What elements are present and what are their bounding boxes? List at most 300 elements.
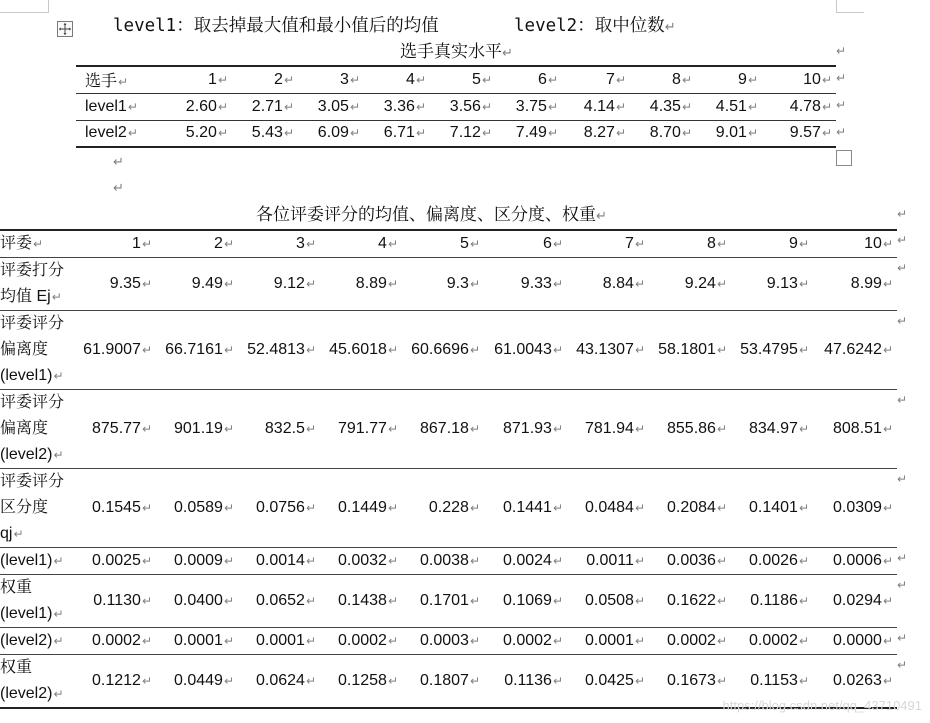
value-cell: 0.0624↵ <box>238 655 320 709</box>
cell-end-mark-icon: ↵ <box>882 554 893 568</box>
value-cell: 0.0003↵ <box>402 628 484 655</box>
cell-end-mark-icon: ↵ <box>469 554 480 568</box>
row-label-line: 偏离度 <box>0 420 49 437</box>
table-row <box>0 258 897 311</box>
header-cell: 9↵ <box>696 66 762 93</box>
row-end-mark-icon: ↵ <box>897 472 908 486</box>
cell-end-mark-icon: ↵ <box>387 237 398 251</box>
cell-end-mark-icon: ↵ <box>223 277 234 291</box>
value-cell: 0.0001↵ <box>238 628 320 655</box>
value-cell: 867.18↵ <box>402 390 484 469</box>
row-label-cell <box>0 258 74 311</box>
value-cell: 7.49↵ <box>496 120 562 147</box>
cell-end-mark-icon: ↵ <box>283 72 294 87</box>
header-cell: 4↵ <box>364 66 430 93</box>
cell-end-mark-icon: ↵ <box>469 674 480 688</box>
table-header-row <box>76 66 836 93</box>
cell-end-mark-icon: ↵ <box>33 237 44 251</box>
row-end-mark-icon: ↵ <box>897 261 908 275</box>
row-label-cell <box>0 655 74 709</box>
page-corner-marker <box>836 0 864 13</box>
value-cell: 8.89↵ <box>320 258 402 311</box>
row-end-mark-icon: ↵ <box>836 71 847 85</box>
cell-end-mark-icon: ↵ <box>223 237 234 251</box>
table-row <box>76 93 836 120</box>
cell-end-mark-icon: ↵ <box>716 674 727 688</box>
value-cell: 0.1130↵ <box>74 575 156 628</box>
cell-end-mark-icon: ↵ <box>615 99 626 114</box>
cell-end-mark-icon: ↵ <box>53 687 64 701</box>
cell-end-mark-icon: ↵ <box>223 674 234 688</box>
cell-end-mark-icon: ↵ <box>882 634 893 648</box>
cell-end-mark-icon: ↵ <box>51 290 62 304</box>
header-cell: 5↵ <box>430 66 496 93</box>
cell-end-mark-icon: ↵ <box>387 594 398 608</box>
cell-end-mark-icon: ↵ <box>821 99 832 114</box>
value-cell: 9.12↵ <box>238 258 320 311</box>
value-cell: 61.9007↵ <box>74 311 156 390</box>
value-cell: 0.0025↵ <box>74 548 156 575</box>
value-cell: 3.56↵ <box>430 93 496 120</box>
value-cell: 0.0002↵ <box>484 628 567 655</box>
cell-end-mark-icon: ↵ <box>716 237 727 251</box>
paragraph-mark-icon: ↵ <box>502 45 513 60</box>
value-cell: 0.0001↵ <box>156 628 238 655</box>
cell-end-mark-icon: ↵ <box>305 674 316 688</box>
cell-end-mark-icon: ↵ <box>305 554 316 568</box>
value-cell: 4.78↵ <box>762 93 836 120</box>
value-cell: 0.0508↵ <box>567 575 649 628</box>
header-cell: 9↵ <box>731 230 813 258</box>
cell-end-mark-icon: ↵ <box>387 674 398 688</box>
table-resize-handle[interactable] <box>836 150 852 166</box>
cell-end-mark-icon: ↵ <box>552 277 563 291</box>
cell-end-mark-icon: ↵ <box>469 594 480 608</box>
cell-end-mark-icon: ↵ <box>305 277 316 291</box>
cell-end-mark-icon: ↵ <box>305 422 316 436</box>
cell-end-mark-icon: ↵ <box>141 634 152 648</box>
cell-end-mark-icon: ↵ <box>552 422 563 436</box>
value-cell: 0.0000↵ <box>813 628 897 655</box>
value-cell: 8.84↵ <box>567 258 649 311</box>
paragraph-mark-icon: ↵ <box>113 180 124 195</box>
cell-end-mark-icon: ↵ <box>882 237 893 251</box>
row-label-line: 偏离度 <box>0 341 49 358</box>
value-cell: 9.3↵ <box>402 258 484 311</box>
value-cell: 0.2084↵ <box>649 469 731 548</box>
table-move-handle-icon[interactable] <box>57 21 73 37</box>
value-cell: 8.70↵ <box>630 120 696 147</box>
page-corner-marker <box>0 0 49 13</box>
cell-end-mark-icon: ↵ <box>118 75 129 90</box>
value-cell: 0.1701↵ <box>402 575 484 628</box>
cell-end-mark-icon: ↵ <box>127 126 138 141</box>
value-cell: 0.0400↵ <box>156 575 238 628</box>
cell-end-mark-icon: ↵ <box>469 343 480 357</box>
cell-end-mark-icon: ↵ <box>552 501 563 515</box>
cell-end-mark-icon: ↵ <box>283 126 294 141</box>
table-row <box>0 311 897 390</box>
value-cell: 0.0652↵ <box>238 575 320 628</box>
value-cell: 0.0449↵ <box>156 655 238 709</box>
header-cell: 2↵ <box>156 230 238 258</box>
paragraph-mark-icon: ↵ <box>664 19 676 34</box>
cell-end-mark-icon: ↵ <box>798 674 809 688</box>
value-cell: 832.5↵ <box>238 390 320 469</box>
player-level-table <box>76 65 836 148</box>
cell-end-mark-icon: ↵ <box>882 594 893 608</box>
value-cell: 7.12↵ <box>430 120 496 147</box>
row-label-line: (level1)↵ <box>0 552 64 569</box>
cell-end-mark-icon: ↵ <box>716 277 727 291</box>
header-cell: 8↵ <box>649 230 731 258</box>
value-cell: 43.1307↵ <box>567 311 649 390</box>
row-label-line: 评委打分 <box>0 262 65 279</box>
watermark: https://blog.csdn.net/qq_43710491 <box>722 698 922 713</box>
value-cell: 0.0001↵ <box>567 628 649 655</box>
value-cell: 45.6018↵ <box>320 311 402 390</box>
value-cell: 0.0002↵ <box>731 628 813 655</box>
value-cell: 8.27↵ <box>562 120 630 147</box>
value-cell: 8.99↵ <box>813 258 897 311</box>
row-label-cell <box>0 548 74 575</box>
value-cell: 5.43↵ <box>232 120 298 147</box>
table-row <box>0 390 897 469</box>
cell-end-mark-icon: ↵ <box>798 277 809 291</box>
value-cell: 9.35↵ <box>74 258 156 311</box>
cell-end-mark-icon: ↵ <box>141 554 152 568</box>
row-label-cell <box>0 311 74 390</box>
value-cell: 0.0026↵ <box>731 548 813 575</box>
value-cell: 3.05↵ <box>298 93 364 120</box>
header-cell: 6↵ <box>496 66 562 93</box>
cell-end-mark-icon: ↵ <box>634 674 645 688</box>
cell-end-mark-icon: ↵ <box>349 99 360 114</box>
row-label-line: (level2)↵ <box>0 632 64 649</box>
cell-end-mark-icon: ↵ <box>747 72 758 87</box>
cell-end-mark-icon: ↵ <box>798 634 809 648</box>
cell-end-mark-icon: ↵ <box>223 594 234 608</box>
cell-end-mark-icon: ↵ <box>821 126 832 141</box>
cell-end-mark-icon: ↵ <box>141 501 152 515</box>
row-end-mark-icon: ↵ <box>897 233 908 247</box>
cell-end-mark-icon: ↵ <box>53 607 64 621</box>
row-end-mark-icon: ↵ <box>897 551 908 565</box>
value-cell: 781.94↵ <box>567 390 649 469</box>
header-cell: 10↵ <box>813 230 897 258</box>
cell-end-mark-icon: ↵ <box>552 237 563 251</box>
value-cell: 2.71↵ <box>232 93 298 120</box>
header-cell-player: 选手↵ <box>76 66 166 93</box>
cell-end-mark-icon: ↵ <box>387 634 398 648</box>
value-cell: 0.0011↵ <box>567 548 649 575</box>
cell-end-mark-icon: ↵ <box>634 501 645 515</box>
cell-end-mark-icon: ↵ <box>305 237 316 251</box>
cell-end-mark-icon: ↵ <box>681 126 692 141</box>
value-cell: 0.0756↵ <box>238 469 320 548</box>
cell-end-mark-icon: ↵ <box>13 527 24 541</box>
row-end-mark-icon: ↵ <box>836 44 847 58</box>
cell-end-mark-icon: ↵ <box>53 448 64 462</box>
note-level2: level2：取中位数↵ <box>514 16 676 36</box>
value-cell: 0.1136↵ <box>484 655 567 709</box>
row-label-line: 评委评分 <box>0 394 65 411</box>
value-cell: 0.0036↵ <box>649 548 731 575</box>
cell-end-mark-icon: ↵ <box>547 72 558 87</box>
value-cell: 3.75↵ <box>496 93 562 120</box>
cell-end-mark-icon: ↵ <box>798 554 809 568</box>
cell-end-mark-icon: ↵ <box>217 126 228 141</box>
header-cell: 7↵ <box>567 230 649 258</box>
cell-end-mark-icon: ↵ <box>217 72 228 87</box>
value-cell: 0.1807↵ <box>402 655 484 709</box>
cell-end-mark-icon: ↵ <box>469 422 480 436</box>
value-cell: 58.1801↵ <box>649 311 731 390</box>
cell-end-mark-icon: ↵ <box>217 99 228 114</box>
cell-end-mark-icon: ↵ <box>634 343 645 357</box>
value-cell: 4.14↵ <box>562 93 630 120</box>
cell-end-mark-icon: ↵ <box>415 126 426 141</box>
cell-end-mark-icon: ↵ <box>547 126 558 141</box>
cell-end-mark-icon: ↵ <box>469 634 480 648</box>
row-end-mark-icon: ↵ <box>897 207 908 221</box>
row-label-cell <box>0 390 74 469</box>
cell-end-mark-icon: ↵ <box>798 343 809 357</box>
cell-end-mark-icon: ↵ <box>634 422 645 436</box>
value-cell: 0.0484↵ <box>567 469 649 548</box>
row-end-mark-icon: ↵ <box>897 393 908 407</box>
header-cell: 4↵ <box>320 230 402 258</box>
cell-end-mark-icon: ↵ <box>716 343 727 357</box>
cell-end-mark-icon: ↵ <box>387 422 398 436</box>
cell-end-mark-icon: ↵ <box>634 277 645 291</box>
cell-end-mark-icon: ↵ <box>882 277 893 291</box>
value-cell: 0.0263↵ <box>813 655 897 709</box>
note-level1: level1：取去掉最大值和最小值后的均值 <box>113 16 439 36</box>
row-label-cell: level2↵ <box>76 120 166 147</box>
cell-end-mark-icon: ↵ <box>305 501 316 515</box>
value-cell: 0.0038↵ <box>402 548 484 575</box>
value-cell: 47.6242↵ <box>813 311 897 390</box>
row-label-line: (level2)↵ <box>0 446 64 463</box>
value-cell: 808.51↵ <box>813 390 897 469</box>
paragraph-mark-icon: ↵ <box>113 154 124 169</box>
cell-end-mark-icon: ↵ <box>681 99 692 114</box>
table-row <box>0 548 897 575</box>
cell-end-mark-icon: ↵ <box>53 634 64 648</box>
cell-end-mark-icon: ↵ <box>798 594 809 608</box>
header-cell: 7↵ <box>562 66 630 93</box>
cell-end-mark-icon: ↵ <box>141 674 152 688</box>
row-label-cell <box>0 628 74 655</box>
cell-end-mark-icon: ↵ <box>141 237 152 251</box>
cell-end-mark-icon: ↵ <box>634 554 645 568</box>
paragraph-mark-icon: ↵ <box>596 208 607 223</box>
cell-end-mark-icon: ↵ <box>387 501 398 515</box>
cell-end-mark-icon: ↵ <box>552 594 563 608</box>
header-cell: 8↵ <box>630 66 696 93</box>
cell-end-mark-icon: ↵ <box>141 594 152 608</box>
value-cell: 9.49↵ <box>156 258 238 311</box>
row-label-line: 均值 Ej↵ <box>0 288 62 305</box>
row-label-line: 权重 <box>0 659 33 676</box>
value-cell: 9.24↵ <box>649 258 731 311</box>
cell-end-mark-icon: ↵ <box>747 99 758 114</box>
row-end-mark-icon: ↵ <box>897 658 908 672</box>
value-cell: 0.1622↵ <box>649 575 731 628</box>
value-cell: 855.86↵ <box>649 390 731 469</box>
value-cell: 9.57↵ <box>762 120 836 147</box>
value-cell: 0.1449↵ <box>320 469 402 548</box>
table-row <box>0 469 897 548</box>
cell-end-mark-icon: ↵ <box>53 554 64 568</box>
value-cell: 2.60↵ <box>166 93 232 120</box>
header-cell: 1↵ <box>74 230 156 258</box>
table-row <box>0 575 897 628</box>
row-label-cell: level1↵ <box>76 93 166 120</box>
row-label-line: 评委评分 <box>0 473 65 490</box>
table-header-row <box>0 230 897 258</box>
cell-end-mark-icon: ↵ <box>716 634 727 648</box>
cell-end-mark-icon: ↵ <box>469 277 480 291</box>
cell-end-mark-icon: ↵ <box>882 674 893 688</box>
value-cell: 6.09↵ <box>298 120 364 147</box>
row-label-line: 评委评分 <box>0 315 65 332</box>
value-cell: 3.36↵ <box>364 93 430 120</box>
cell-end-mark-icon: ↵ <box>141 343 152 357</box>
header-cell: 3↵ <box>238 230 320 258</box>
cell-end-mark-icon: ↵ <box>716 422 727 436</box>
value-cell: 0.1153↵ <box>731 655 813 709</box>
value-cell: 0.1673↵ <box>649 655 731 709</box>
cell-end-mark-icon: ↵ <box>615 72 626 87</box>
value-cell: 0.1401↵ <box>731 469 813 548</box>
value-cell: 9.01↵ <box>696 120 762 147</box>
cell-end-mark-icon: ↵ <box>223 501 234 515</box>
cell-end-mark-icon: ↵ <box>469 501 480 515</box>
cell-end-mark-icon: ↵ <box>634 594 645 608</box>
cell-end-mark-icon: ↵ <box>387 277 398 291</box>
value-cell: 4.35↵ <box>630 93 696 120</box>
cell-end-mark-icon: ↵ <box>552 554 563 568</box>
cell-end-mark-icon: ↵ <box>481 72 492 87</box>
value-cell: 875.77↵ <box>74 390 156 469</box>
value-cell: 834.97↵ <box>731 390 813 469</box>
cell-end-mark-icon: ↵ <box>716 554 727 568</box>
value-cell: 0.1069↵ <box>484 575 567 628</box>
row-end-mark-icon: ↵ <box>836 98 847 112</box>
row-label-line: 区分度 <box>0 499 49 516</box>
cell-end-mark-icon: ↵ <box>415 99 426 114</box>
row-label-cell <box>0 575 74 628</box>
row-end-mark-icon: ↵ <box>897 314 908 328</box>
value-cell: 0.1186↵ <box>731 575 813 628</box>
value-cell: 9.13↵ <box>731 258 813 311</box>
judge-score-table <box>0 229 897 709</box>
cell-end-mark-icon: ↵ <box>305 594 316 608</box>
row-label-line: (level1)↵ <box>0 367 64 384</box>
row-end-mark-icon: ↵ <box>897 578 908 592</box>
table1-title: 选手真实水平↵ <box>400 42 513 61</box>
cell-end-mark-icon: ↵ <box>349 126 360 141</box>
table-row <box>0 628 897 655</box>
cell-end-mark-icon: ↵ <box>716 594 727 608</box>
cell-end-mark-icon: ↵ <box>798 237 809 251</box>
header-cell: 10↵ <box>762 66 836 93</box>
cell-end-mark-icon: ↵ <box>415 72 426 87</box>
value-cell: 0.0002↵ <box>320 628 402 655</box>
value-cell: 0.0032↵ <box>320 548 402 575</box>
cell-end-mark-icon: ↵ <box>481 99 492 114</box>
header-cell: 5↵ <box>402 230 484 258</box>
row-label-line: qj↵ <box>0 525 24 542</box>
cell-end-mark-icon: ↵ <box>481 126 492 141</box>
value-cell: 0.0309↵ <box>813 469 897 548</box>
cell-end-mark-icon: ↵ <box>547 99 558 114</box>
cell-end-mark-icon: ↵ <box>634 237 645 251</box>
cell-end-mark-icon: ↵ <box>127 99 138 114</box>
table-row <box>76 120 836 147</box>
value-cell: 0.0006↵ <box>813 548 897 575</box>
value-cell: 0.1438↵ <box>320 575 402 628</box>
value-cell: 4.51↵ <box>696 93 762 120</box>
cell-end-mark-icon: ↵ <box>552 634 563 648</box>
cell-end-mark-icon: ↵ <box>798 501 809 515</box>
value-cell: 0.0002↵ <box>649 628 731 655</box>
value-cell: 791.77↵ <box>320 390 402 469</box>
value-cell: 0.0002↵ <box>74 628 156 655</box>
value-cell: 0.1441↵ <box>484 469 567 548</box>
value-cell: 9.33↵ <box>484 258 567 311</box>
row-label-line: 权重 <box>0 579 33 596</box>
cell-end-mark-icon: ↵ <box>349 72 360 87</box>
cell-end-mark-icon: ↵ <box>305 634 316 648</box>
cell-end-mark-icon: ↵ <box>387 343 398 357</box>
cell-end-mark-icon: ↵ <box>469 237 480 251</box>
value-cell: 53.4795↵ <box>731 311 813 390</box>
cell-end-mark-icon: ↵ <box>141 422 152 436</box>
value-cell: 0.1212↵ <box>74 655 156 709</box>
cell-end-mark-icon: ↵ <box>223 554 234 568</box>
value-cell: 0.0425↵ <box>567 655 649 709</box>
cell-end-mark-icon: ↵ <box>141 277 152 291</box>
value-cell: 60.6696↵ <box>402 311 484 390</box>
cell-end-mark-icon: ↵ <box>283 99 294 114</box>
header-cell: 1↵ <box>166 66 232 93</box>
cell-end-mark-icon: ↵ <box>882 422 893 436</box>
cell-end-mark-icon: ↵ <box>747 126 758 141</box>
value-cell: 901.19↵ <box>156 390 238 469</box>
value-cell: 6.71↵ <box>364 120 430 147</box>
cell-end-mark-icon: ↵ <box>223 634 234 648</box>
row-label-cell <box>0 469 74 548</box>
row-label-line: (level2)↵ <box>0 685 64 702</box>
header-cell-judge: 评委↵ <box>0 230 74 258</box>
row-end-mark-icon: ↵ <box>836 125 847 139</box>
value-cell: 0.0014↵ <box>238 548 320 575</box>
value-cell: 66.7161↵ <box>156 311 238 390</box>
header-cell: 2↵ <box>232 66 298 93</box>
cell-end-mark-icon: ↵ <box>882 343 893 357</box>
cell-end-mark-icon: ↵ <box>681 72 692 87</box>
cell-end-mark-icon: ↵ <box>615 126 626 141</box>
header-cell: 3↵ <box>298 66 364 93</box>
cell-end-mark-icon: ↵ <box>798 422 809 436</box>
cell-end-mark-icon: ↵ <box>387 554 398 568</box>
table2-title: 各位评委评分的均值、偏离度、区分度、权重↵ <box>256 205 607 224</box>
row-end-mark-icon: ↵ <box>897 631 908 645</box>
cell-end-mark-icon: ↵ <box>716 501 727 515</box>
